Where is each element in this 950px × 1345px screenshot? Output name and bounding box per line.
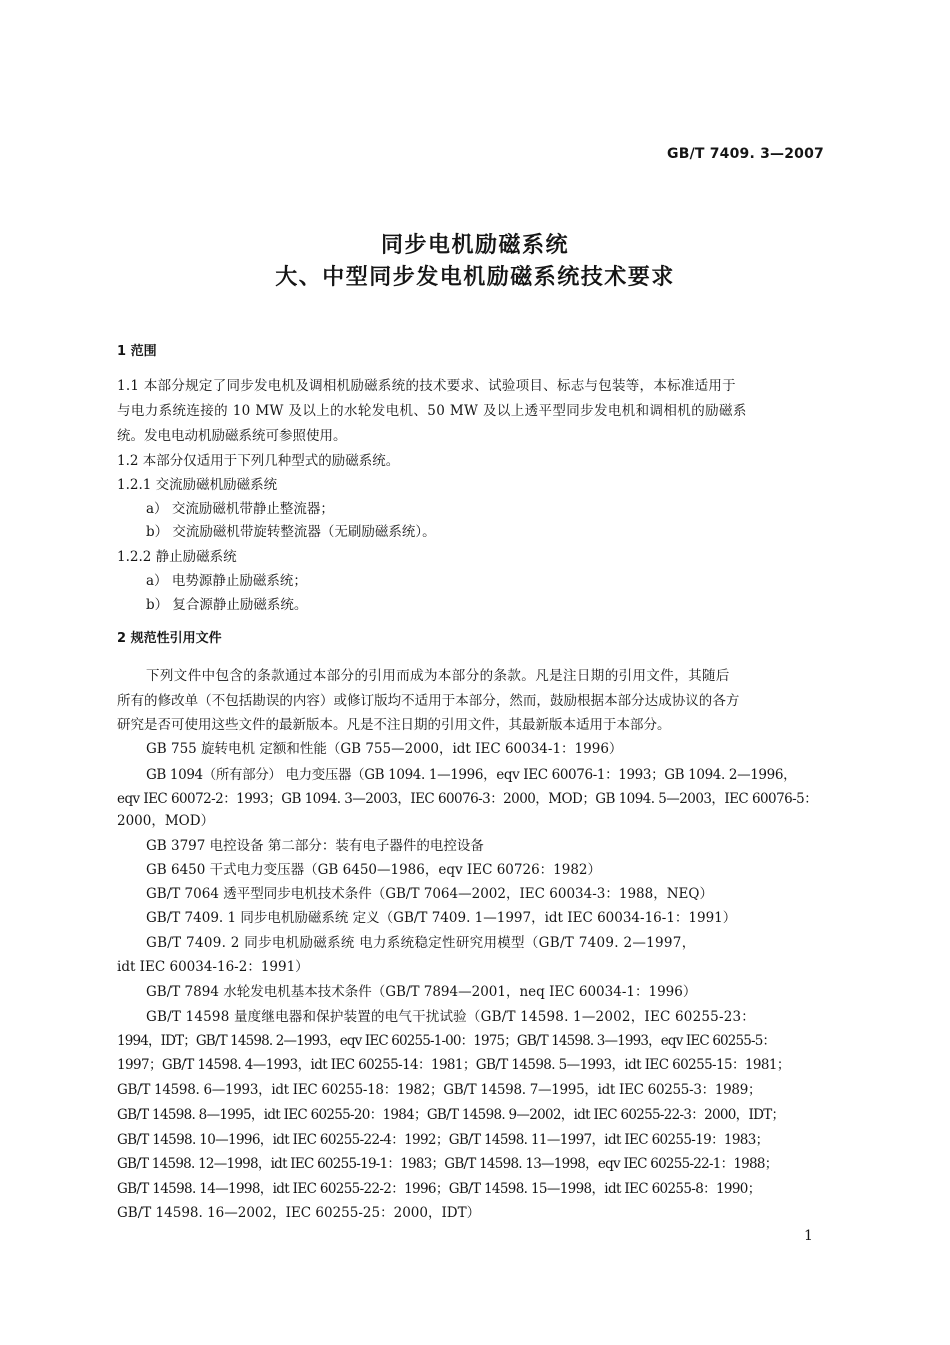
section-2-text-line: 所有的修改单（不包括勘误的内容）或修订版均不适用于本部分，然而，鼓励根据本部分达成协议的各方 [117,693,740,709]
section-1-text-line: 1.2.2 静止励磁系统 [117,549,237,565]
reference-line: idt IEC 60034-16-2：1991） [117,959,309,975]
section-2-text-line: 研究是否可使用这些文件的最新版本。凡是不注日期的引用文件，其最新版本适用于本部分。 [117,717,671,733]
reference-line: GB/T 7064 透平型同步电机技术条件（GB/T 7064—2002，IEC 60034-3：1988，NEQ） [146,886,713,902]
reference-line: GB/T 7409. 1 同步电机励磁系统 定义（GB/T 7409. 1—1997，idt IEC 60034-16-1：1991） [146,910,737,926]
section-1-text-line: 1.2.1 交流励磁机励磁系统 [117,477,278,493]
reference-line: GB/T 7409. 2 同步电机励磁系统 电力系统稳定性研究用模型（GB/T 7409. 2—1997， [146,935,696,951]
section-2-text-line: 下列文件中包含的条款通过本部分的引用而成为本部分的条款。凡是注日期的引用文件，其随后 [146,668,730,684]
reference-line: GB 3797 电控设备 第二部分：装有电子器件的电控设备 [146,838,484,854]
reference-line: GB/T 14598. 6—1993，idt IEC 60255-18：1982；GB/T 14598. 7—1995，idt IEC 60255-3：1989； [117,1082,762,1098]
section-1-list-item: b） 交流励磁机带旋转整流器（无刷励磁系统）。 [146,524,436,540]
document-title-line-2: 大、中型同步发电机励磁系统技术要求 [275,265,675,290]
reference-line: GB 6450 干式电力变压器（GB 6450—1986，eqv IEC 60726：1982） [146,862,602,878]
page-number: 1 [804,1228,813,1244]
reference-line: eqv IEC 60072-2：1993；GB 1094. 3—2003，IEC 60076-3：2000，MOD；GB 1094. 5—2003，IEC 60076-5： [117,791,818,807]
section-2-heading: 2 规范性引用文件 [117,631,222,646]
section-1-text-line: 1.1 本部分规定了同步发电机及调相机励磁系统的技术要求、试验项目、标志与包装等，本标准适用于 [117,378,736,394]
section-1-list-item: b） 复合源静止励磁系统。 [146,597,308,613]
reference-line: GB/T 14598. 12—1998，idt IEC 60255-19-1：1983；GB/T 14598. 13—1998，eqv IEC 60255-22-1：1988； [117,1156,778,1172]
reference-line: 2000，MOD） [117,813,215,829]
reference-line: GB/T 14598. 10—1996，idt IEC 60255-22-4：1992；GB/T 14598. 11—1997，idt IEC 60255-19：1983； [117,1132,769,1148]
section-1-text-line: 1.2 本部分仅适用于下列几种型式的励磁系统。 [117,453,400,469]
reference-line: GB 755 旋转电机 定额和性能（GB 755—2000，idt IEC 60034-1：1996） [146,741,623,757]
section-1-heading: 1 范围 [117,344,157,359]
section-1-list-item: a） 电势源静止励磁系统； [146,573,307,589]
reference-line: GB/T 14598. 8—1995，idt IEC 60255-20：1984；GB/T 14598. 9—2002，idt IEC 60255-22-3：2000，IDT； [117,1107,785,1123]
section-1-list-item: a） 交流励磁机带静止整流器； [146,501,334,517]
section-1-text-line: 统。发电电动机励磁系统可参照使用。 [117,428,347,444]
section-1-text-line: 与电力系统连接的 10 MW 及以上的水轮发电机、50 MW 及以上透平型同步发电机和调相机的励磁系 [117,403,747,419]
reference-line: GB/T 7894 水轮发电机基本技术条件（GB/T 7894—2001，neq IEC 60034-1：1996） [146,984,697,1000]
reference-line: 1994，IDT；GB/T 14598. 2—1993，eqv IEC 60255-1-00：1975；GB/T 14598. 3—1993，eqv IEC 60255-5： [117,1033,776,1049]
document-title-line-1: 同步电机励磁系统 [380,233,569,258]
document-code: GB/T 7409. 3—2007 [667,146,824,162]
reference-line: GB/T 14598. 14—1998，idt IEC 60255-22-2：1996；GB/T 14598. 15—1998，idt IEC 60255-8：1990； [117,1181,761,1197]
reference-line: GB 1094（所有部分） 电力变压器（GB 1094. 1—1996，eqv IEC 60076-1：1993；GB 1094. 2—1996， [146,767,797,783]
reference-line: 1997；GB/T 14598. 4—1993，idt IEC 60255-14：1981；GB/T 14598. 5—1993，idt IEC 60255-15：1981； [117,1057,790,1073]
reference-line: GB/T 14598 量度继电器和保护装置的电气干扰试验（GB/T 14598. 1—2002，IEC 60255-23： [146,1009,756,1025]
reference-line: GB/T 14598. 16—2002，IEC 60255-25：2000，IDT） [117,1205,481,1221]
